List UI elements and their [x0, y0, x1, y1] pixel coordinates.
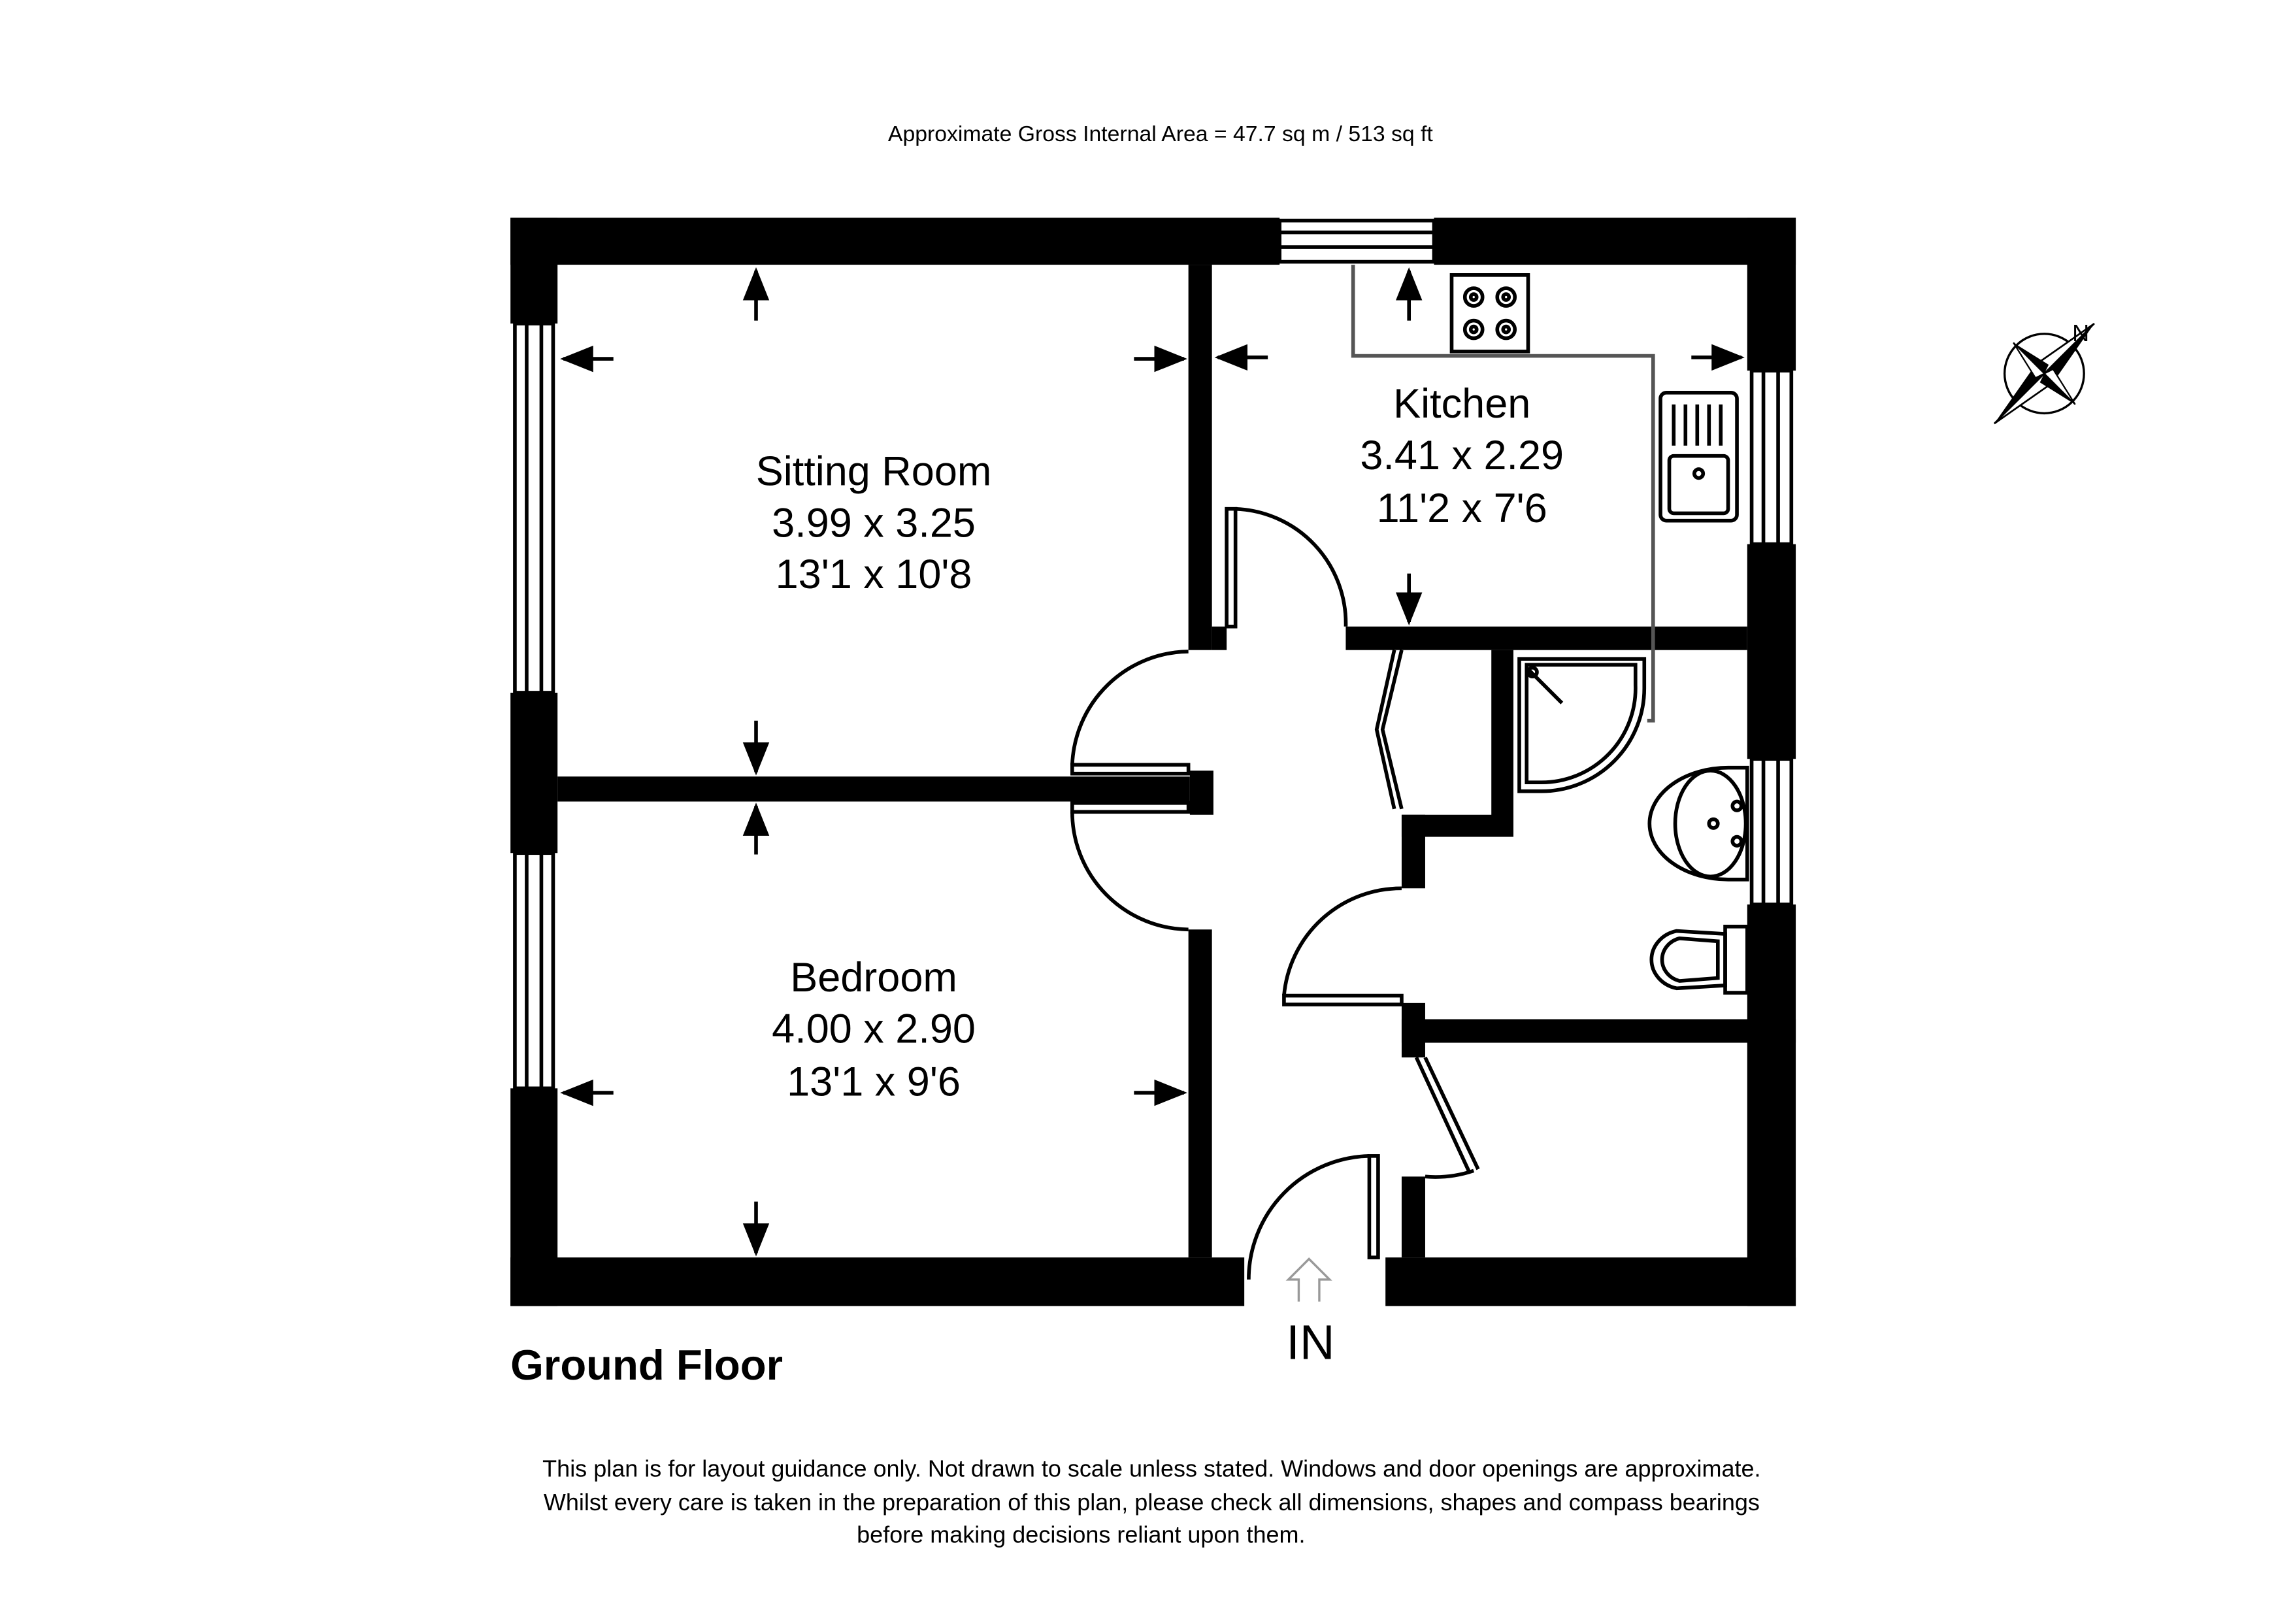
- disclaimer-line-3: before making decisions reliant upon them.: [857, 1521, 1306, 1548]
- wall-right-2: [1747, 544, 1796, 759]
- wall-top-right: [1434, 218, 1796, 265]
- wall-bath-left: [1491, 650, 1513, 837]
- bedroom-imperial: 13'1 x 9'6: [787, 1059, 961, 1105]
- door-sitting-room: [1072, 652, 1189, 774]
- door-front: [1249, 1156, 1378, 1280]
- wall-right-1: [1747, 218, 1796, 371]
- wall-left-1: [510, 218, 557, 323]
- compass-north-label: N: [2072, 320, 2090, 347]
- kitchen-metric: 3.41 x 2.29: [1360, 432, 1564, 478]
- wall-kitchen-bottom: [1345, 627, 1747, 650]
- wash-basin-icon: [1649, 768, 1747, 880]
- disclaimer-line-1: This plan is for layout guidance only. Not drawn to scale unless stated. Windows and door openings are approximate.: [542, 1455, 1761, 1482]
- dimension-markers: [563, 271, 1741, 1253]
- door-bedroom: [1072, 803, 1189, 930]
- entrance-label: IN: [1286, 1315, 1335, 1370]
- wall-bath-left-lower: [1402, 815, 1425, 889]
- window-sitting-room: [515, 323, 553, 693]
- wall-sitting-bed-divider: [557, 776, 1190, 801]
- door-bathroom: [1284, 888, 1402, 1004]
- gross-area-text: Approximate Gross Internal Area = 47.7 sq m / 513 sq ft: [887, 122, 1433, 147]
- wall-sitting-right: [1189, 265, 1212, 650]
- disclaimer-line-2: Whilst every care is taken in the preparation of this plan, please check all dimensions, shapes and compass bearings: [543, 1489, 1760, 1516]
- entrance-arrow-icon: [1289, 1259, 1330, 1301]
- window-kitchen-side: [1752, 371, 1792, 544]
- wall-divider-stub: [1190, 771, 1213, 815]
- room-label-kitchen: [1360, 381, 1564, 531]
- shower-icon: [1519, 659, 1644, 791]
- wall-bottom-left: [510, 1257, 1244, 1306]
- bedroom-metric: 4.00 x 2.90: [772, 1006, 976, 1052]
- room-label-sitting-room: [756, 449, 992, 598]
- wall-bath-bottom: [1402, 1019, 1796, 1043]
- wall-cupboard-stub: [1402, 1003, 1425, 1057]
- window-bathroom: [1752, 759, 1792, 904]
- room-label-bedroom: [772, 955, 976, 1105]
- window-kitchen-top: [1279, 221, 1434, 262]
- wall-bottom-right: [1385, 1257, 1796, 1306]
- wall-right-3: [1747, 904, 1796, 1306]
- sitting-room-imperial: 13'1 x 10'8: [775, 552, 972, 598]
- toilet-icon: [1651, 927, 1747, 993]
- wall-cupboard-left: [1402, 1176, 1425, 1257]
- doors: [1072, 509, 1478, 1280]
- wall-left-2: [510, 693, 557, 853]
- wall-hall-stub: [1212, 627, 1227, 650]
- kitchen-name: Kitchen: [1393, 381, 1531, 427]
- sitting-room-metric: 3.99 x 3.25: [772, 500, 976, 546]
- kitchen-sink-icon: [1660, 393, 1737, 521]
- hob-icon: [1451, 275, 1528, 352]
- windows: [515, 221, 1791, 1089]
- door-bifold-hall: [1377, 650, 1402, 809]
- door-kitchen: [1227, 509, 1345, 627]
- wall-top-left: [510, 218, 1279, 265]
- bedroom-name: Bedroom: [790, 954, 957, 1001]
- window-bedroom: [515, 853, 553, 1088]
- floor-label: Ground Floor: [510, 1340, 783, 1389]
- wall-bedroom-right: [1189, 929, 1212, 1257]
- door-cupboard: [1416, 1057, 1478, 1177]
- sitting-room-name: Sitting Room: [755, 448, 992, 495]
- kitchen-imperial: 11'2 x 7'6: [1376, 485, 1547, 531]
